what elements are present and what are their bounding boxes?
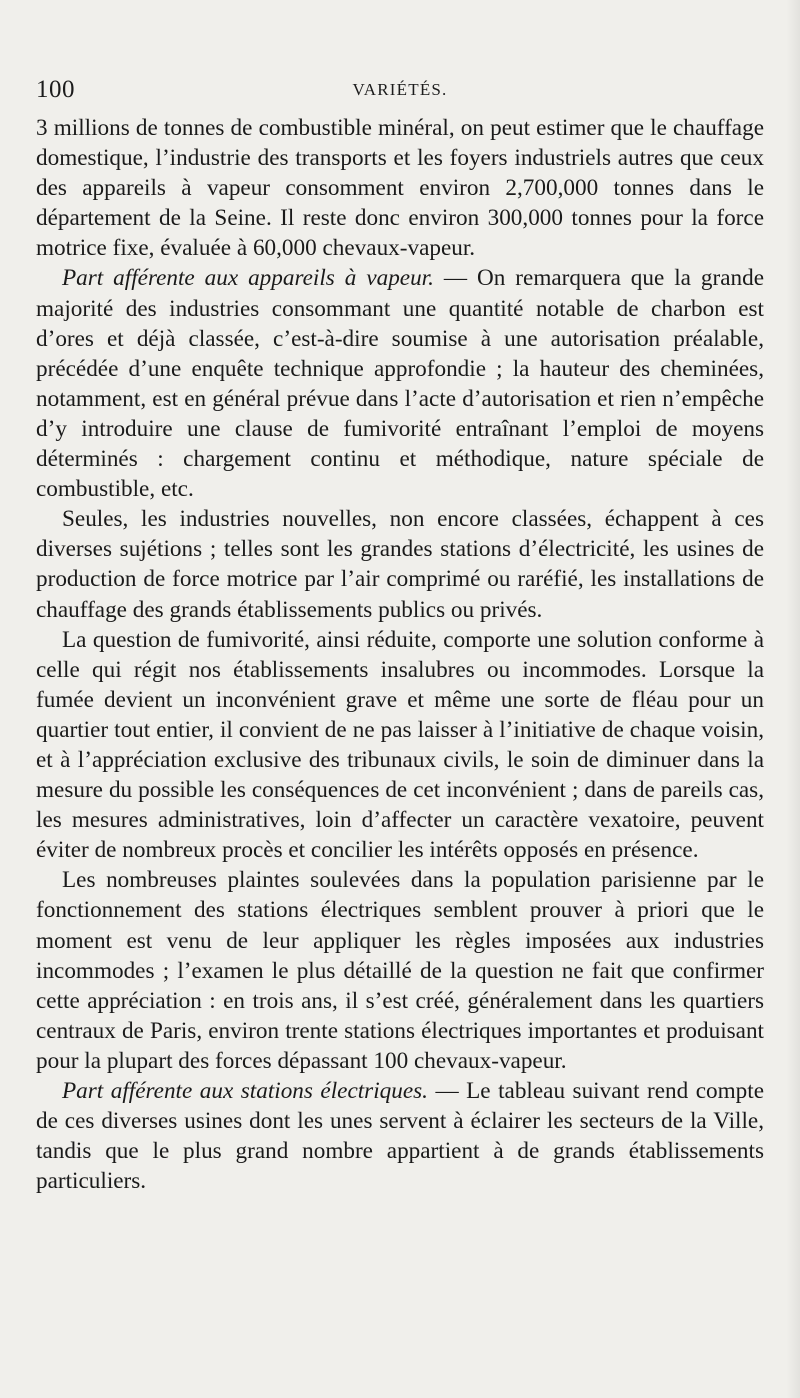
paragraph-3-text: Seules, les industries nouvelles, non encore classées, échappent à ces diverses sujétions ; telles sont les grandes stations d’électricité, les usines de production de force motrice par l’air comprimé ou raréfié, les installations de chauffage des grands établissements publics ou privés. xyxy=(36,506,764,623)
paragraph-2-text: — On remarquera que la grande majorité des industries consommant une quantité notable de charbon est d’ores et déjà classée, c’est-à-dire soumise à une autorisation préalable, précédée d’une enquête technique approfondie ; la hauteur des cheminées, notamment, est en général prévue dans l’acte d’autorisation et rien n’empêche d’y introduire une clause de fumivorité entraînant l’emploi de moyens déterminés : chargement continu et méthodique, nature spéciale de combustible, etc. xyxy=(36,265,764,503)
running-head: VARIÉTÉS. xyxy=(352,80,448,99)
page-edge-shadow xyxy=(786,0,800,1398)
page-header xyxy=(36,76,764,104)
paragraph-5 xyxy=(36,865,764,1076)
paragraph-2 xyxy=(36,263,764,504)
paragraph-6 xyxy=(36,1076,764,1196)
paragraph-4 xyxy=(36,625,764,866)
body-text xyxy=(36,113,764,1196)
paragraph-5-text: Les nombreuses plaintes soulevées dans la population parisienne par le fonctionnement des stations électriques semblent prouver à priori que le moment est venu de leur appliquer les règles imposées aux industries incommodes ; l’examen le plus détaillé de la question ne fait que confirmer cette appréciation : en trois ans, il s’est créé, généralement dans les quartiers centraux de Paris, environ trente stations électriques importantes et produisant pour la plupart des forces dépassant 100 chevaux-vapeur. xyxy=(36,867,764,1074)
paragraph-1-text: 3 millions de tonnes de combustible minéral, on peut estimer que le chauffage domestique, l’industrie des transports et les foyers industriels autres que ceux des appareils à vapeur consomment environ 2,700,000 tonnes dans le département de la Seine. Il reste donc environ 300,000 tonnes pour la force motrice fixe, évaluée à 60,000 chevaux-vapeur. xyxy=(36,115,764,262)
paragraph-6-text: — Le tableau suivant rend compte de ces diverses usines dont les unes servent à éclairer les secteurs de la Ville, tandis que le plus grand nombre appartient à de grands établissements particuliers. xyxy=(36,1078,764,1195)
paragraph-4-text: La question de fumivorité, ainsi réduite, comporte une solution conforme à celle qui régit nos établissements insalubres ou incommodes. Lorsque la fumée devient un inconvénient grave et même une sorte de fléau pour un quartier tout entier, il convient de ne pas laisser à l’initiative de chaque voisin, et à l’appréciation exclusive des tribunaux civils, le soin de diminuer dans la mesure du possible les conséquences de cet inconvénient ; dans de pareils cas, les mesures administratives, loin d’affecter un caractère vexatoire, peuvent éviter de nombreux procès et concilier les intérêts opposés en présence. xyxy=(36,626,764,864)
paragraph-3 xyxy=(36,504,764,624)
paragraph-1 xyxy=(36,113,764,263)
paragraph-6-rubric: Part afférente aux stations électriques. xyxy=(62,1078,428,1104)
paragraph-2-rubric: Part afférente aux appareils à vapeur. xyxy=(62,265,434,292)
page-number: 100 xyxy=(36,76,75,103)
